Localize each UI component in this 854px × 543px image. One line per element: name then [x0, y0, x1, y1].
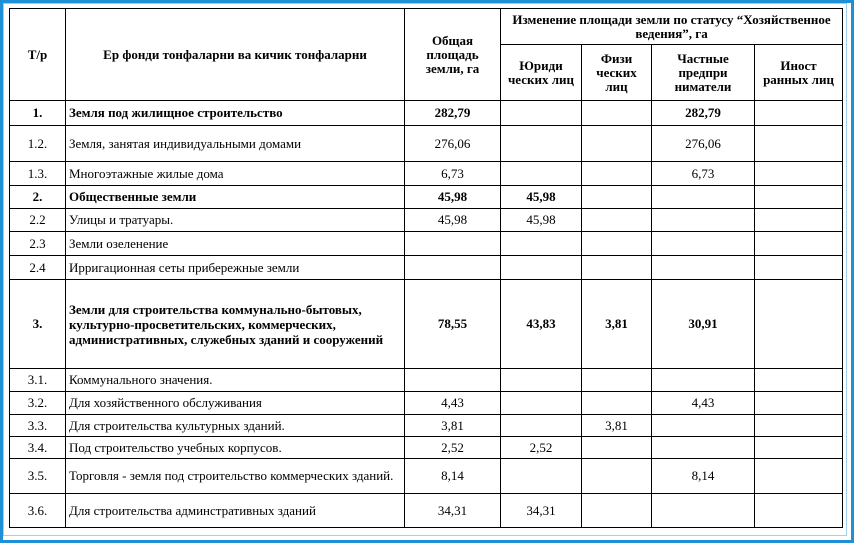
row-foreign — [755, 162, 843, 186]
row-total: 8,14 — [405, 459, 501, 494]
row-foreign — [755, 256, 843, 280]
table-row — [10, 280, 843, 369]
row-total: 34,31 — [405, 494, 501, 528]
row-total: 2,52 — [405, 437, 501, 459]
row-legal — [501, 369, 582, 392]
row-foreign — [755, 494, 843, 528]
row-legal — [501, 415, 582, 437]
row-foreign — [755, 437, 843, 459]
row-name: Коммунального значения. — [66, 369, 405, 392]
row-physical — [582, 209, 652, 232]
row-private — [652, 186, 755, 209]
land-fund-table — [9, 8, 843, 528]
row-foreign — [755, 280, 843, 369]
table-row — [10, 415, 843, 437]
row-total: 78,55 — [405, 280, 501, 369]
row-legal: 45,98 — [501, 186, 582, 209]
table-row — [10, 162, 843, 186]
row-private — [652, 209, 755, 232]
row-private: 276,06 — [652, 126, 755, 162]
row-num: 2.2 — [10, 209, 66, 232]
row-total: 45,98 — [405, 209, 501, 232]
row-name: Земля, занятая индивидуальными домами — [66, 126, 405, 162]
row-name: Общественные земли — [66, 186, 405, 209]
row-total: 6,73 — [405, 162, 501, 186]
row-legal — [501, 126, 582, 162]
row-total — [405, 232, 501, 256]
header-num: Т/р — [10, 9, 66, 101]
row-num: 3.3. — [10, 415, 66, 437]
row-name: Многоэтажные жилые дома — [66, 162, 405, 186]
table-row — [10, 256, 843, 280]
row-foreign — [755, 415, 843, 437]
row-private — [652, 437, 755, 459]
row-foreign — [755, 186, 843, 209]
table-row — [10, 186, 843, 209]
row-private — [652, 369, 755, 392]
row-total: 45,98 — [405, 186, 501, 209]
header-private: Частные предпри ниматели — [652, 45, 755, 101]
row-name: Торговля - земля под строительство коммерческих зданий. — [66, 459, 405, 494]
row-num: 3.1. — [10, 369, 66, 392]
table-row — [10, 101, 843, 126]
row-legal — [501, 256, 582, 280]
row-physical — [582, 186, 652, 209]
row-name: Для строительства культурных зданий. — [66, 415, 405, 437]
row-private: 8,14 — [652, 459, 755, 494]
row-physical — [582, 232, 652, 256]
row-num: 3. — [10, 280, 66, 369]
row-name: Улицы и тратуары. — [66, 209, 405, 232]
table-row — [10, 126, 843, 162]
row-num: 1.2. — [10, 126, 66, 162]
row-num: 1. — [10, 101, 66, 126]
row-legal — [501, 162, 582, 186]
row-legal — [501, 101, 582, 126]
header-legal: Юриди ческих лиц — [501, 45, 582, 101]
row-private — [652, 256, 755, 280]
row-total: 276,06 — [405, 126, 501, 162]
row-foreign — [755, 209, 843, 232]
row-num: 3.5. — [10, 459, 66, 494]
row-private: 282,79 — [652, 101, 755, 126]
row-num: 3.4. — [10, 437, 66, 459]
header-foreign: Иност ранных лиц — [755, 45, 843, 101]
row-private — [652, 415, 755, 437]
header-physical: Физи ческих лиц — [582, 45, 652, 101]
header-change: Изменение площади земли по статусу “Хозяйственное ведения”, га — [501, 9, 843, 45]
row-legal — [501, 459, 582, 494]
row-name: Под строительство учебных корпусов. — [66, 437, 405, 459]
row-name: Для строительства админстративных зданий — [66, 494, 405, 528]
row-name: Ирригационная сеты прибережные земли — [66, 256, 405, 280]
row-legal: 34,31 — [501, 494, 582, 528]
row-physical — [582, 494, 652, 528]
row-physical: 3,81 — [582, 280, 652, 369]
row-physical: 3,81 — [582, 415, 652, 437]
header-name: Ер фонди тонфаларни ва кичик тонфаларни — [66, 9, 405, 101]
row-foreign — [755, 392, 843, 415]
row-name: Земли для строительства коммунально-бытовых, культурно-просветительских, коммерческих, административных, служебных зданий и сооружений — [66, 280, 405, 369]
row-physical — [582, 369, 652, 392]
row-legal — [501, 392, 582, 415]
row-num: 2.4 — [10, 256, 66, 280]
row-name: Земля под жилищное строительство — [66, 101, 405, 126]
row-num: 2. — [10, 186, 66, 209]
row-foreign — [755, 369, 843, 392]
row-num: 3.6. — [10, 494, 66, 528]
row-private: 30,91 — [652, 280, 755, 369]
row-total — [405, 256, 501, 280]
row-physical — [582, 459, 652, 494]
row-physical — [582, 101, 652, 126]
row-foreign — [755, 126, 843, 162]
row-physical — [582, 126, 652, 162]
row-num: 2.3 — [10, 232, 66, 256]
row-num: 1.3. — [10, 162, 66, 186]
row-foreign — [755, 459, 843, 494]
row-foreign — [755, 101, 843, 126]
table-row — [10, 494, 843, 528]
row-physical — [582, 392, 652, 415]
row-total: 282,79 — [405, 101, 501, 126]
row-name: Для хозяйственного обслуживания — [66, 392, 405, 415]
row-private — [652, 494, 755, 528]
row-legal: 45,98 — [501, 209, 582, 232]
row-private: 4,43 — [652, 392, 755, 415]
row-foreign — [755, 232, 843, 256]
table-row — [10, 209, 843, 232]
table-row — [10, 392, 843, 415]
row-physical — [582, 256, 652, 280]
row-physical — [582, 437, 652, 459]
table-row — [10, 232, 843, 256]
row-num: 3.2. — [10, 392, 66, 415]
row-legal — [501, 232, 582, 256]
header-total: Общая площадь земли, га — [405, 9, 501, 101]
row-legal: 2,52 — [501, 437, 582, 459]
row-total: 3,81 — [405, 415, 501, 437]
row-private — [652, 232, 755, 256]
row-name: Земли озеленение — [66, 232, 405, 256]
table-row — [10, 369, 843, 392]
table-row — [10, 459, 843, 494]
table-row — [10, 437, 843, 459]
row-total: 4,43 — [405, 392, 501, 415]
row-total — [405, 369, 501, 392]
row-legal: 43,83 — [501, 280, 582, 369]
row-private: 6,73 — [652, 162, 755, 186]
row-physical — [582, 162, 652, 186]
